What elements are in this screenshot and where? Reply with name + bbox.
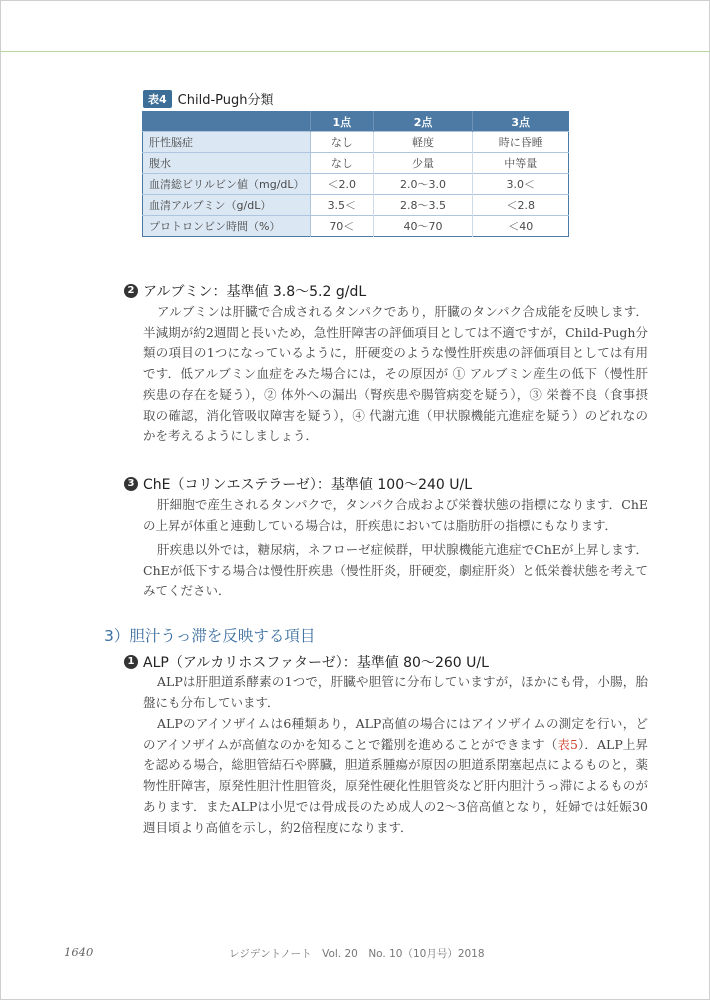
row-label: プロトロンビン時間（%） [143, 216, 311, 237]
table-cell: 2.8～3.5 [373, 195, 473, 216]
table-row [143, 216, 569, 237]
table-cell: 2.0～3.0 [373, 174, 473, 195]
table-cell: ＜40 [473, 216, 569, 237]
albumin-paragraph: アルブミンは肝臓で合成されるタンパクであり，肝臓のタンパク合成能を反映します．半減期が約2週間と長いため，急性肝障害の評価項目としては不適ですが，Child-Pugh分類の項目の1つになっているように，肝硬変のような慢性肝疾患の評価項目としては有用です．低アルブミン血症をみた場合には，その原因が ① アルブミン産生の低下（慢性肝疾患の存在を疑う），② 体外への漏出（腎疾患や腸管病変を疑う），③ 栄養不良（食事摂取の確認，消化管吸収障害を疑う），④ 代謝亢進（甲状腺機能亢進症を疑う）のどれなのかを考えるようにしましょう． [143, 304, 648, 444]
che-paragraph-2: 肝疾患以外では，糖尿病，ネフローゼ症候群，甲状腺機能亢進症でChEが上昇します．ChEが低下する場合は慢性肝疾患（慢性肝炎，肝硬変，劇症肝炎）と低栄養状態を考えてみてください． [143, 542, 648, 599]
row-label: 腹水 [143, 153, 311, 174]
table-header-cell: 2点 [373, 112, 473, 132]
table-row [143, 132, 569, 153]
table-cell: 70＜ [311, 216, 374, 237]
table-cell: 軽度 [373, 132, 473, 153]
table-header-cell: 3点 [473, 112, 569, 132]
alp-heading-text: ALP（アルカリホスファターゼ）：基準値 80～260 U/L [143, 655, 489, 671]
table-header-cell: 1点 [311, 112, 374, 132]
table-cell: 3.0＜ [473, 174, 569, 195]
table-cell: ＜2.0 [311, 174, 374, 195]
albumin-heading-text: アルブミン：基準値 3.8～5.2 g/dL [143, 284, 367, 300]
table-caption [143, 89, 273, 108]
table-title: Child-Pugh分類 [177, 93, 274, 108]
table-cell: 40～70 [373, 216, 473, 237]
item-number-badge: 3 [124, 477, 138, 491]
che-paragraph-1: 肝細胞で産生されるタンパクで，タンパク合成および栄養状態の指標になります．ChEの上昇が体重と連動している場合は，肝疾患においては脂肪肝の指標にもなります． [143, 497, 648, 533]
table-header-row [143, 112, 569, 132]
che-heading [124, 474, 472, 494]
row-label: 血清総ビリルビン値（mg/dL） [143, 174, 311, 195]
che-heading-text: ChE（コリンエステラーゼ）：基準値 100～240 U/L [143, 477, 473, 493]
table-cell: 時に昏睡 [473, 132, 569, 153]
alp-paragraph-1: ALPは肝胆道系酵素の1つで，肝臓や胆管に分布していますが，ほかにも骨，小腸，胎盤にも分布しています． [143, 674, 648, 710]
item-number-badge: 1 [124, 655, 138, 669]
table-cell: 中等量 [473, 153, 569, 174]
alp-heading [124, 652, 489, 672]
table-cell: 少量 [373, 153, 473, 174]
table-cell: なし [311, 153, 374, 174]
table-header-cell [143, 112, 311, 132]
table-reference-link[interactable]: 表5 [557, 736, 578, 752]
table-badge: 表4 [143, 90, 172, 108]
section-heading: 3）胆汁うっ滞を反映する項目 [104, 627, 316, 645]
albumin-heading [124, 281, 366, 301]
item-number-badge: 2 [124, 284, 138, 298]
table-cell: 3.5＜ [311, 195, 374, 216]
table-row [143, 195, 569, 216]
header-rule [0, 51, 710, 52]
alp-paragraph-2a: ALPのアイソザイムは6種類あり，ALP高値の場合にはアイソザイムの測定を行い，どのアイソザイムが高値なのかを知ることで鑑別を進めることができます（ [143, 716, 648, 752]
row-label: 血清アルブミン（g/dL） [143, 195, 311, 216]
row-label: 肝性脳症 [143, 132, 311, 153]
page-number: 1640 [64, 945, 94, 959]
table-row [143, 153, 569, 174]
alp-paragraph-2b: ）．ALP上昇を認める場合，総胆管結石や膵臓，胆道系腫瘍が原因の胆道系閉塞起点によるものと，薬物性肝障害，原発性胆汁性胆管炎，原発性硬化性胆管炎など肝内胆汁うっ滞によるものがあります．またALPは小児では骨成長のため成人の2～3倍高値となり，妊婦では妊娠30週目頃より高値を示し，約2倍程度になります． [143, 736, 648, 835]
table-row [143, 174, 569, 195]
journal-info: レジデントノート Vol. 20 No. 10（10月号）2018 [229, 948, 485, 960]
alp-paragraph-2 [143, 714, 648, 838]
table-cell: なし [311, 132, 374, 153]
table-cell: ＜2.8 [473, 195, 569, 216]
child-pugh-table [142, 111, 569, 237]
